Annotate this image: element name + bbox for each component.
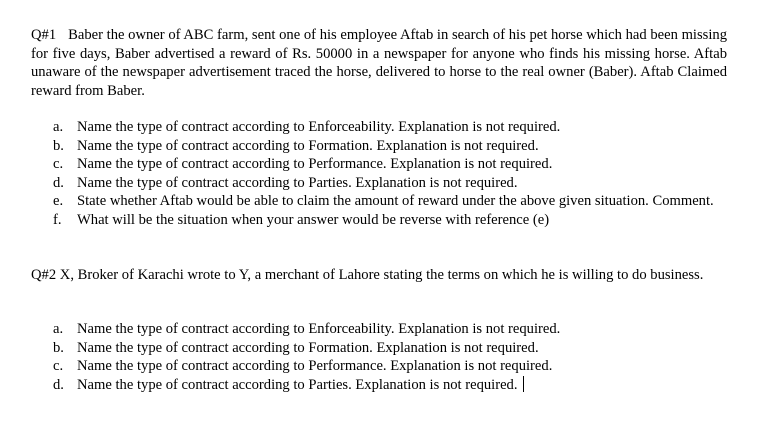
text-cursor <box>523 376 524 392</box>
question-1-label: Q#1 <box>31 27 57 43</box>
question-1-text <box>31 26 727 100</box>
question-2-option-b: b. Name the type of contract according to Formation. Explanation is not required. <box>53 339 539 356</box>
question-1-option-f: f. What will be the situation when your answer would be reverse with reference (e) <box>53 211 550 228</box>
question-2-option-a: a. Name the type of contract according to Enforceability. Explanation is not required. <box>53 321 561 337</box>
question-1-option-d: d. Name the type of contract according to Parties. Explanation is not required. <box>53 174 518 191</box>
question-1-option-e: e. State whether Aftab would be able to claim the amount of reward under the above given situation. Comment. <box>53 193 714 209</box>
question-2-options <box>53 320 727 394</box>
question-2-text: Q#2 X, Broker of Karachi wrote to Y, a merchant of Lahore stating the terms on which he is willing to do business. <box>31 267 704 283</box>
question-1-body: Baber the owner of ABC farm, sent one of his employee Aftab in search of his pet horse which had been missing for five days, Baber advertised a reward of Rs. 50000 in a newspaper for anyone who finds his missing horse. Aftab unaware of the newspaper advertisement traced the horse, delivered to horse to the real owner (Baber). Aftab Claimed reward from Baber. <box>31 27 727 99</box>
question-2-option-c: c. Name the type of contract according to Performance. Explanation is not required. <box>53 358 553 374</box>
question-1-option-c: c. Name the type of contract according to Performance. Explanation is not required. <box>53 156 553 172</box>
question-2-option-d: d. Name the type of contract according to Parties. Explanation is not required. <box>53 376 727 395</box>
question-1-option-a: a. Name the type of contract according to Enforceability. Explanation is not required. <box>53 119 561 135</box>
question-1-options <box>53 118 727 229</box>
question-1-option-b: b. Name the type of contract according to Formation. Explanation is not required. <box>53 137 539 154</box>
